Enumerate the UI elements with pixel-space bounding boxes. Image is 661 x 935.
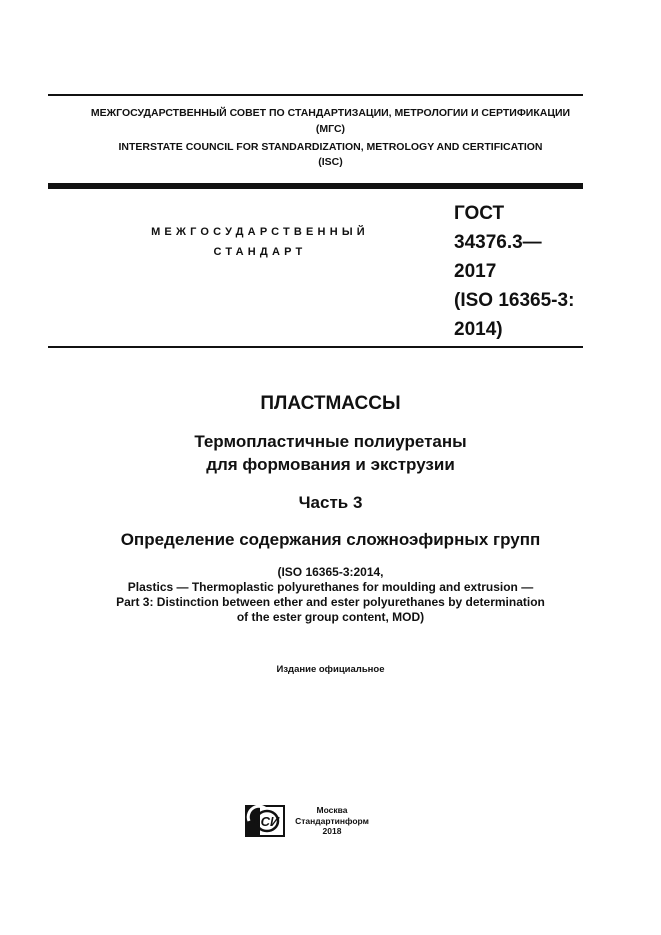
gost-line: 2014) xyxy=(454,319,503,340)
gost-line: 34376.3— xyxy=(454,232,542,253)
gost-line: ГОСТ xyxy=(454,203,505,224)
standard-type-line1: МЕЖГОСУДАРСТВЕННЫЙ xyxy=(151,226,369,238)
council-abbr-ru: (МГС) xyxy=(315,123,346,135)
standartinform-logo-icon xyxy=(245,805,285,837)
document-title: ПЛАСТМАССЫ xyxy=(260,393,401,414)
iso-ref-line2: Plastics — Thermoplastic polyurethanes for moulding and extrusion — xyxy=(127,580,534,594)
title-sub-line2: для формования и экструзии xyxy=(206,455,455,474)
logo-text: СИ xyxy=(260,814,280,829)
designation-rule xyxy=(48,346,583,348)
title-sub-line1: Термопластичные полиуретаны xyxy=(194,432,467,451)
council-name-en: INTERSTATE COUNCIL FOR STANDARDIZATION, METROLOGY AND CERTIFICATION xyxy=(118,141,543,153)
publisher-name: Стандартинформ xyxy=(295,815,369,826)
publisher-city: Москва xyxy=(316,805,348,815)
part-title: Определение содержания сложноэфирных групп xyxy=(120,530,541,549)
edition-label: Издание официальное xyxy=(276,664,385,675)
top-rule xyxy=(48,94,583,96)
standard-type-line2: СТАНДАРТ xyxy=(213,246,307,258)
header-thick-rule xyxy=(48,183,583,189)
iso-ref-line1: (ISO 16365-3:2014, xyxy=(277,565,384,579)
iso-ref-line3: Part 3: Distinction between ether and ester polyurethanes by determination xyxy=(116,595,545,609)
part-number: Часть 3 xyxy=(298,493,363,512)
council-name-ru: МЕЖГОСУДАРСТВЕННЫЙ СОВЕТ ПО СТАНДАРТИЗАЦИИ, МЕТРОЛОГИИ И СЕРТИФИКАЦИИ xyxy=(90,107,571,119)
council-abbr-en: (ISC) xyxy=(318,156,343,168)
gost-line: 2017 xyxy=(454,261,497,282)
gost-designation xyxy=(454,199,574,344)
publisher-year: 2018 xyxy=(322,826,342,836)
gost-line: (ISO 16365-3: xyxy=(454,290,575,311)
publisher-block xyxy=(292,805,372,837)
iso-ref-line4: of the ester group content, MOD) xyxy=(236,610,425,624)
